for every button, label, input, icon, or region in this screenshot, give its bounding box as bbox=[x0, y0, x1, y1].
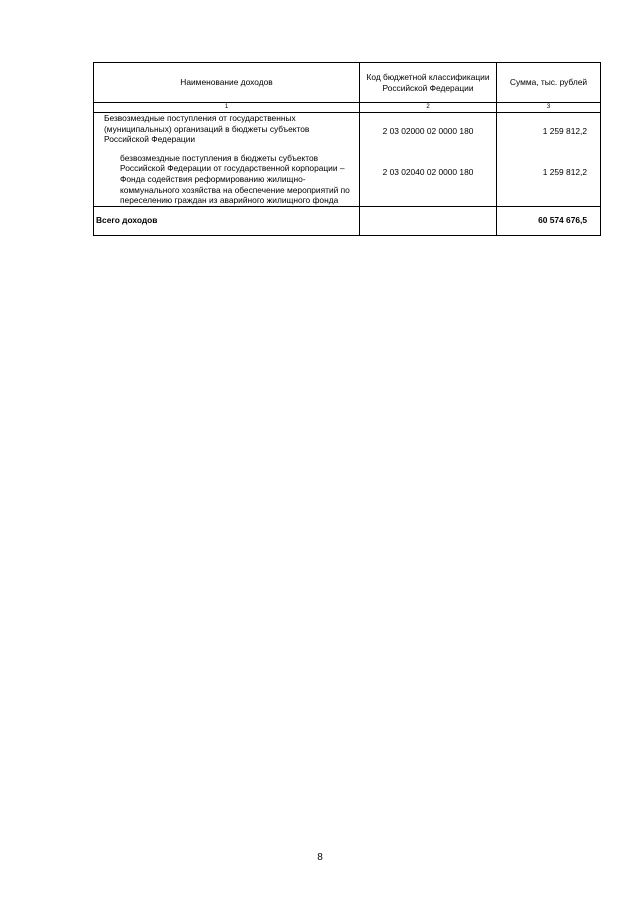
table-header-row bbox=[94, 63, 601, 103]
row-sum: 1 259 812,2 bbox=[497, 153, 601, 206]
header-code: Код бюджетной классификации Российской Федерации bbox=[360, 63, 497, 103]
total-sum: 60 574 676,5 bbox=[497, 206, 601, 235]
row-code: 2 03 02040 02 0000 180 bbox=[360, 153, 497, 206]
total-row bbox=[94, 206, 601, 235]
row-sum: 1 259 812,2 bbox=[497, 113, 601, 145]
table-row bbox=[94, 113, 601, 145]
column-number: 3 bbox=[497, 103, 601, 113]
column-number-row bbox=[94, 103, 601, 113]
total-code bbox=[360, 206, 497, 235]
row-spacer bbox=[94, 145, 601, 153]
income-table bbox=[93, 62, 601, 236]
row-name: безвозмездные поступления в бюджеты субъектов Российской Федерации от государственной корпорации – Фонда содействия реформированию жилищно-коммунального хозяйства на обеспечение мероприятий по переселению граждан из аварийного жилищного фонда bbox=[94, 153, 360, 206]
header-sum: Сумма, тыс. рублей bbox=[497, 63, 601, 103]
table-row bbox=[94, 153, 601, 206]
total-label: Всего доходов bbox=[94, 206, 360, 235]
column-number: 2 bbox=[360, 103, 497, 113]
header-name: Наименование доходов bbox=[94, 63, 360, 103]
column-number: 1 bbox=[94, 103, 360, 113]
page-number: 8 bbox=[317, 852, 323, 863]
row-code: 2 03 02000 02 0000 180 bbox=[360, 113, 497, 145]
row-name: Безвозмездные поступления от государственных (муниципальных) организаций в бюджеты субъектов Российской Федерации bbox=[94, 113, 360, 145]
